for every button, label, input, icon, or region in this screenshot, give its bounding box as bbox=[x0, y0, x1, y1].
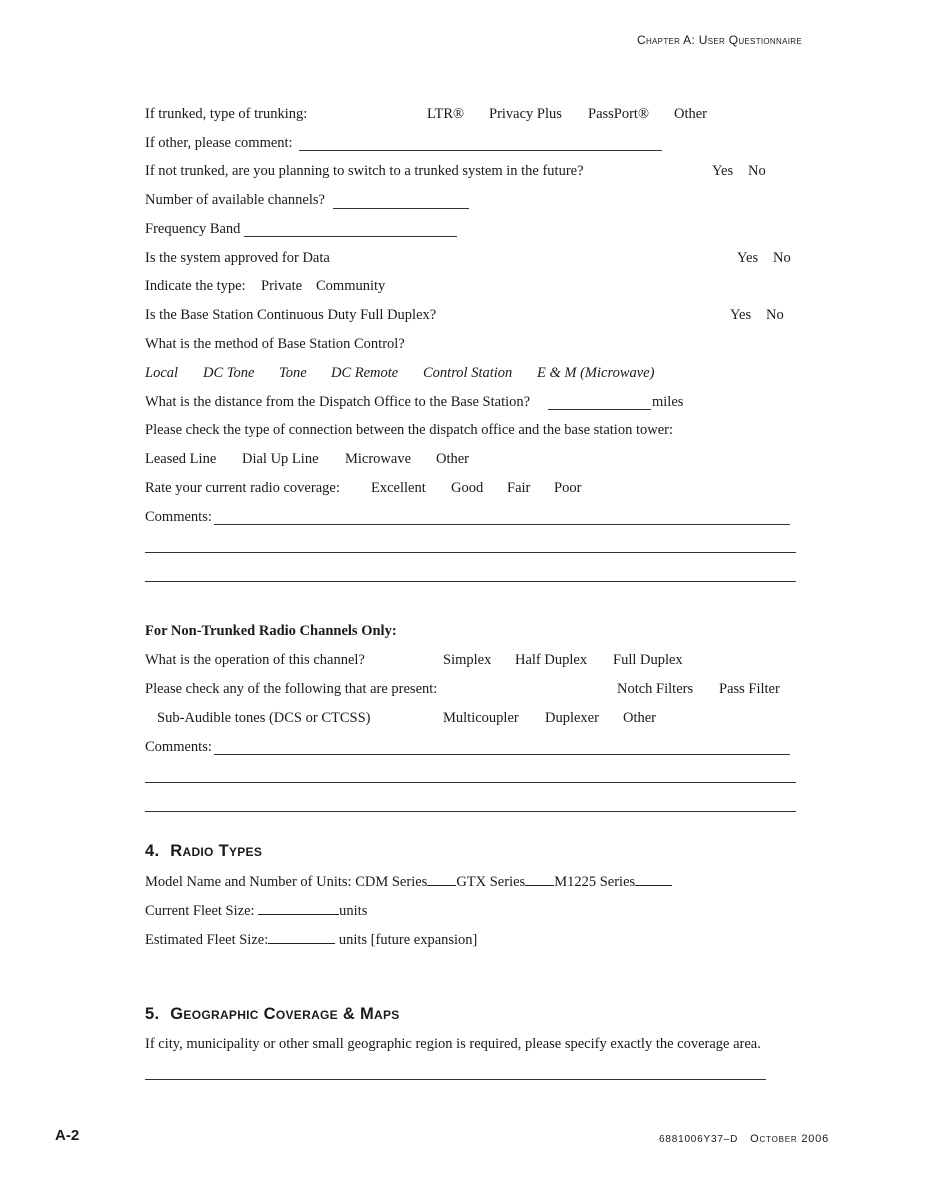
section4-number: 4. bbox=[145, 842, 160, 860]
section5-title: Geographic Coverage & Maps bbox=[170, 1005, 400, 1023]
full-duplex-no[interactable]: No bbox=[766, 307, 784, 323]
non-trunked-heading: For Non-Trunked Radio Channels Only: bbox=[145, 623, 397, 639]
type-label: Indicate the type: bbox=[145, 278, 246, 294]
control-option-dc-tone[interactable]: DC Tone bbox=[203, 365, 255, 381]
type-option-community[interactable]: Community bbox=[316, 278, 386, 294]
comments1-field-line2[interactable] bbox=[145, 552, 796, 553]
type-option-private[interactable]: Private bbox=[261, 278, 303, 294]
comments1-label: Comments: bbox=[145, 509, 212, 525]
doc-date: October 2006 bbox=[750, 1133, 829, 1145]
connection-label: Please check the type of connection between the dispatch office and the base station tower: bbox=[145, 422, 673, 438]
control-option-tone[interactable]: Tone bbox=[279, 365, 307, 381]
connection-option-dial-up[interactable]: Dial Up Line bbox=[242, 451, 319, 467]
present-option-multicoupler[interactable]: Multicoupler bbox=[443, 710, 519, 726]
est-fleet-unit: units [future expansion] bbox=[338, 932, 478, 948]
comments2-field-line2[interactable] bbox=[145, 782, 796, 783]
est-fleet-label: Estimated Fleet Size: bbox=[145, 932, 269, 948]
comments2-label: Comments: bbox=[145, 739, 212, 755]
est-fleet-field[interactable] bbox=[268, 930, 335, 944]
distance-unit: miles bbox=[652, 394, 684, 410]
data-approved-yes[interactable]: Yes bbox=[737, 250, 759, 266]
full-duplex-label: Is the Base Station Continuous Duty Full Duplex? bbox=[145, 307, 437, 323]
gtx-label: GTX Series bbox=[456, 874, 526, 890]
control-method-label: What is the method of Base Station Control? bbox=[145, 336, 405, 352]
doc-number: 6881006Y37–D bbox=[659, 1134, 739, 1145]
present-option-notch-filters[interactable]: Notch Filters bbox=[617, 681, 694, 697]
est-fleet-row bbox=[145, 930, 477, 949]
model-label: Model Name and Number of Units: CDM Series bbox=[145, 874, 428, 890]
fleet-row bbox=[145, 901, 367, 920]
data-approved-no[interactable]: No bbox=[773, 250, 791, 266]
control-option-local[interactable]: Local bbox=[145, 365, 179, 381]
connection-option-microwave[interactable]: Microwave bbox=[345, 451, 412, 467]
present-option-other[interactable]: Other bbox=[623, 710, 657, 726]
m1225-label: M1225 Series bbox=[554, 874, 636, 890]
section5-text: If city, municipality or other small geographic region is required, please specify exactly the coverage area. bbox=[145, 1036, 761, 1052]
operation-option-half-duplex[interactable]: Half Duplex bbox=[515, 652, 588, 668]
operation-option-simplex[interactable]: Simplex bbox=[443, 652, 492, 668]
connection-option-other[interactable]: Other bbox=[436, 451, 470, 467]
present-label: Please check any of the following that are present: bbox=[145, 681, 438, 697]
switch-trunk-yes[interactable]: Yes bbox=[712, 163, 734, 179]
full-duplex-yes[interactable]: Yes bbox=[730, 307, 752, 323]
section5-heading bbox=[145, 1005, 400, 1024]
comments1-field-line3[interactable] bbox=[145, 581, 796, 582]
section4-heading bbox=[145, 842, 262, 861]
trunking-option-passport[interactable]: PassPort® bbox=[588, 106, 649, 122]
comments2-field-line1[interactable] bbox=[214, 754, 790, 755]
operation-label: What is the operation of this channel? bbox=[145, 652, 365, 668]
connection-option-leased-line[interactable]: Leased Line bbox=[145, 451, 217, 467]
other-comment-field[interactable] bbox=[299, 150, 662, 151]
trunking-option-ltr[interactable]: LTR® bbox=[427, 106, 465, 122]
freq-band-field[interactable] bbox=[244, 236, 457, 237]
chapter-header: Chapter A: User Questionnaire bbox=[637, 33, 802, 47]
switch-trunk-label: If not trunked, are you planning to switch to a trunked system in the future? bbox=[145, 163, 584, 179]
coverage-area-field[interactable] bbox=[145, 1079, 766, 1080]
section5-number: 5. bbox=[145, 1005, 160, 1023]
switch-trunk-no[interactable]: No bbox=[748, 163, 766, 179]
coverage-rate-label: Rate your current radio coverage: bbox=[145, 480, 340, 496]
section4-title: Radio Types bbox=[170, 842, 263, 860]
channels-label: Number of available channels? bbox=[145, 192, 325, 208]
fleet-size-field[interactable] bbox=[258, 901, 339, 915]
trunking-label: If trunked, type of trunking: bbox=[145, 106, 308, 122]
coverage-option-fair[interactable]: Fair bbox=[507, 480, 531, 496]
coverage-option-excellent[interactable]: Excellent bbox=[371, 480, 426, 496]
coverage-option-good[interactable]: Good bbox=[451, 480, 484, 496]
footer-doc-number bbox=[659, 1133, 829, 1145]
trunking-option-privacy-plus[interactable]: Privacy Plus bbox=[489, 106, 562, 122]
cdm-count-field[interactable] bbox=[427, 872, 456, 886]
distance-label: What is the distance from the Dispatch Office to the Base Station? bbox=[145, 394, 531, 410]
page-number: A-2 bbox=[55, 1127, 80, 1144]
trunking-option-other[interactable]: Other bbox=[674, 106, 708, 122]
fleet-unit: units bbox=[339, 903, 368, 919]
freq-band-label: Frequency Band bbox=[145, 221, 241, 237]
comments1-field-line1[interactable] bbox=[214, 524, 790, 525]
control-option-dc-remote[interactable]: DC Remote bbox=[331, 365, 399, 381]
control-option-control-station[interactable]: Control Station bbox=[423, 365, 513, 381]
operation-option-full-duplex[interactable]: Full Duplex bbox=[613, 652, 683, 668]
model-row bbox=[145, 872, 672, 891]
channels-field[interactable] bbox=[333, 208, 469, 209]
comments2-field-line3[interactable] bbox=[145, 811, 796, 812]
data-approved-label: Is the system approved for Data bbox=[145, 250, 330, 266]
m1225-count-field[interactable] bbox=[635, 872, 672, 886]
gtx-count-field[interactable] bbox=[525, 872, 554, 886]
fleet-label: Current Fleet Size: bbox=[145, 903, 255, 919]
present-option-sub-audible[interactable]: Sub-Audible tones (DCS or CTCSS) bbox=[157, 710, 371, 726]
coverage-option-poor[interactable]: Poor bbox=[554, 480, 582, 496]
control-option-e-and-m[interactable]: E & M (Microwave) bbox=[537, 365, 655, 381]
other-comment-label: If other, please comment: bbox=[145, 135, 293, 151]
distance-field[interactable] bbox=[548, 409, 651, 410]
present-option-pass-filter[interactable]: Pass Filter bbox=[719, 681, 780, 697]
present-option-duplexer[interactable]: Duplexer bbox=[545, 710, 599, 726]
